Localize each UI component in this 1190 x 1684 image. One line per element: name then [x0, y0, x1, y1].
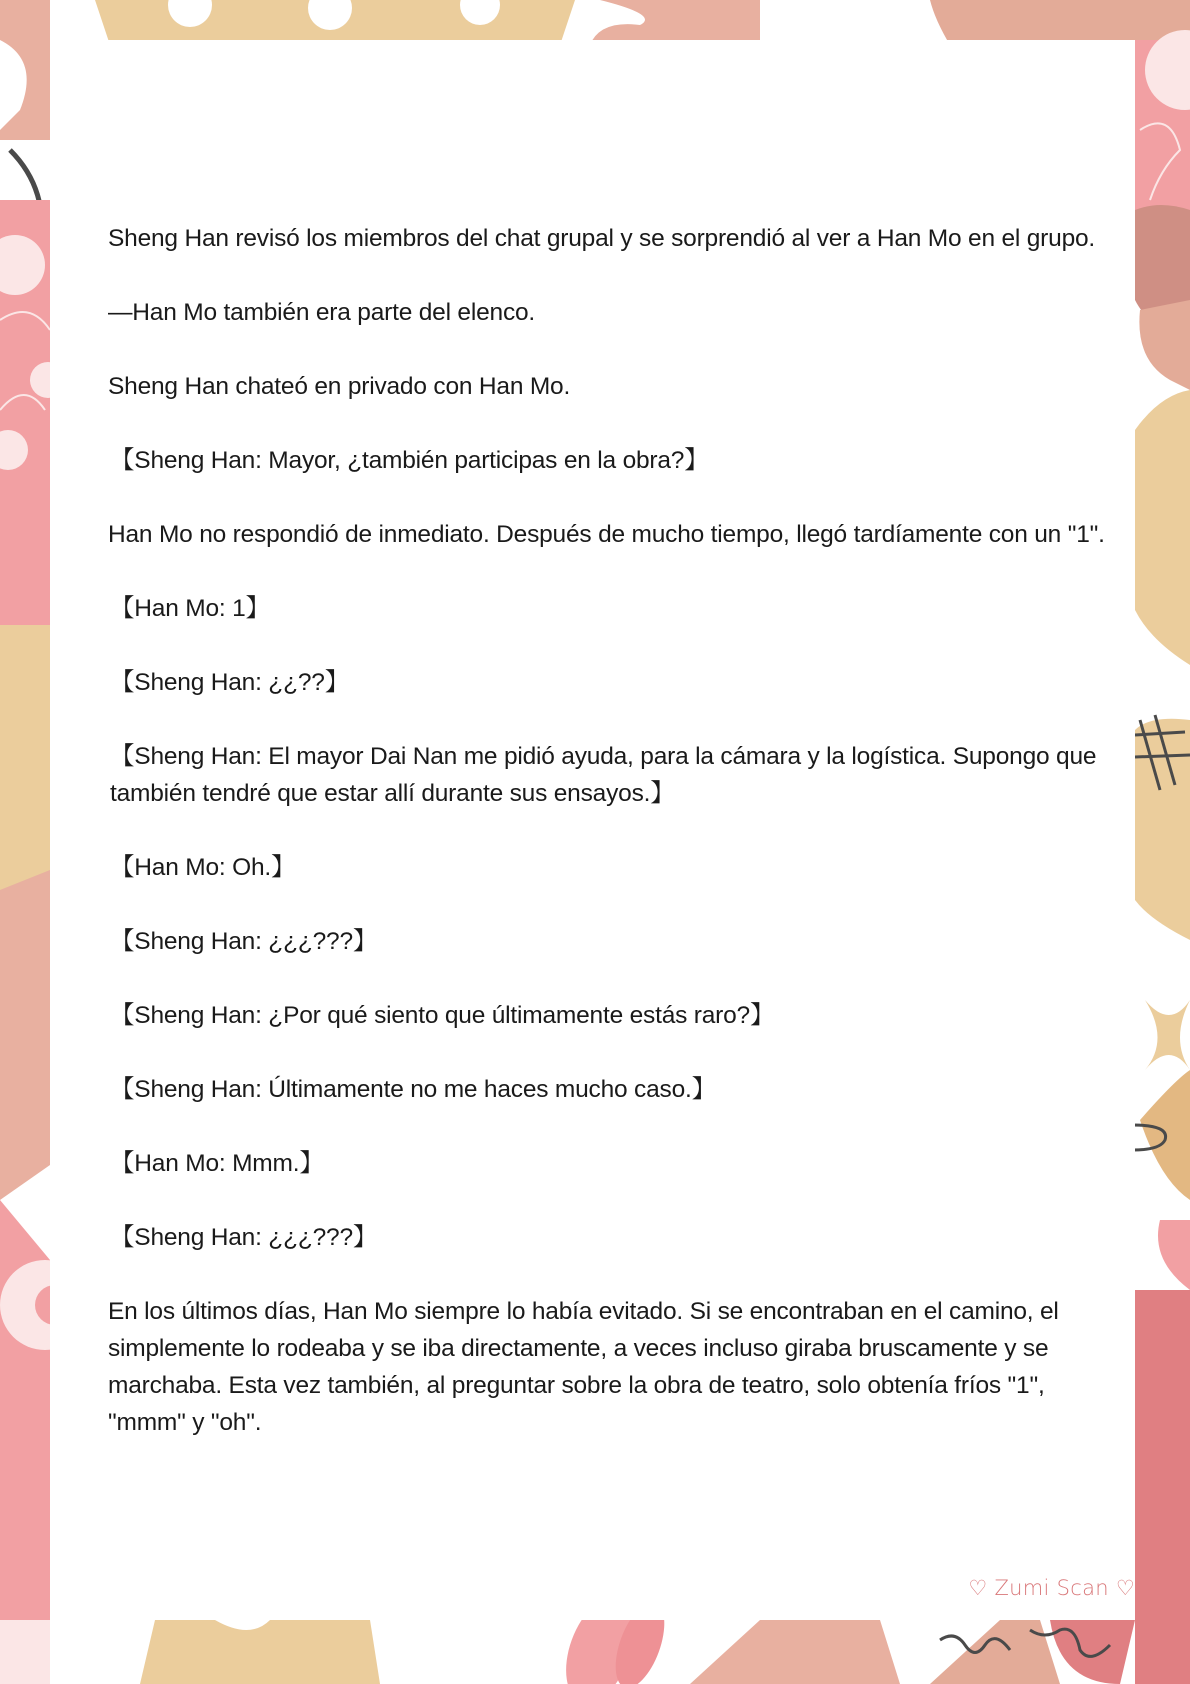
chat-message: 【Han Mo: 1】 — [110, 595, 270, 622]
chat-message: 【Sheng Han: ¿¿¿???】 — [110, 928, 378, 955]
chat-message: 【Sheng Han: Mayor, ¿también participas en la obra?】 — [110, 447, 709, 474]
chat-message: 【Sheng Han: ¿¿¿???】 — [110, 1224, 378, 1251]
page-sheet — [50, 40, 1135, 1620]
paragraph: Sheng Han revisó los miembros del chat grupal y se sorprendió al ver a Han Mo en el grupo. — [108, 225, 1096, 252]
chat-message: 【Sheng Han: El mayor Dai Nan me pidió ayuda, para la cámara y la logística. Supongo que también tendré que estar allí durante sus ensayos.】 — [110, 743, 1097, 807]
paragraph: —Han Mo también era parte del elenco. — [108, 299, 536, 326]
chat-message: 【Sheng Han: Últimamente no me haces mucho caso.】 — [110, 1076, 716, 1103]
paragraph: Sheng Han chateó en privado con Han Mo. — [108, 373, 571, 400]
chat-message: 【Han Mo: Oh.】 — [110, 854, 296, 881]
paragraph: En los últimos días, Han Mo siempre lo había evitado. Si se encontraban en el camino, el simplemente lo rodeaba y se iba directamente, a veces incluso giraba bruscamente y se marchaba. Esta vez también, al preguntar sobre la obra de teatro, solo obtenía fríos "1", "mmm" y "oh". — [108, 1298, 1059, 1436]
scanlation-credit: ♡ Zumi Scan ♡ — [968, 1576, 1135, 1600]
document-body — [108, 220, 1108, 1478]
chat-message: 【Han Mo: Mmm.】 — [110, 1150, 324, 1177]
chat-message: 【Sheng Han: ¿¿??】 — [110, 669, 349, 696]
paragraph: Han Mo no respondió de inmediato. Después de mucho tiempo, llegó tardíamente con un "1". — [108, 521, 1105, 548]
chat-message: 【Sheng Han: ¿Por qué siento que últimamente estás raro?】 — [110, 1002, 775, 1029]
